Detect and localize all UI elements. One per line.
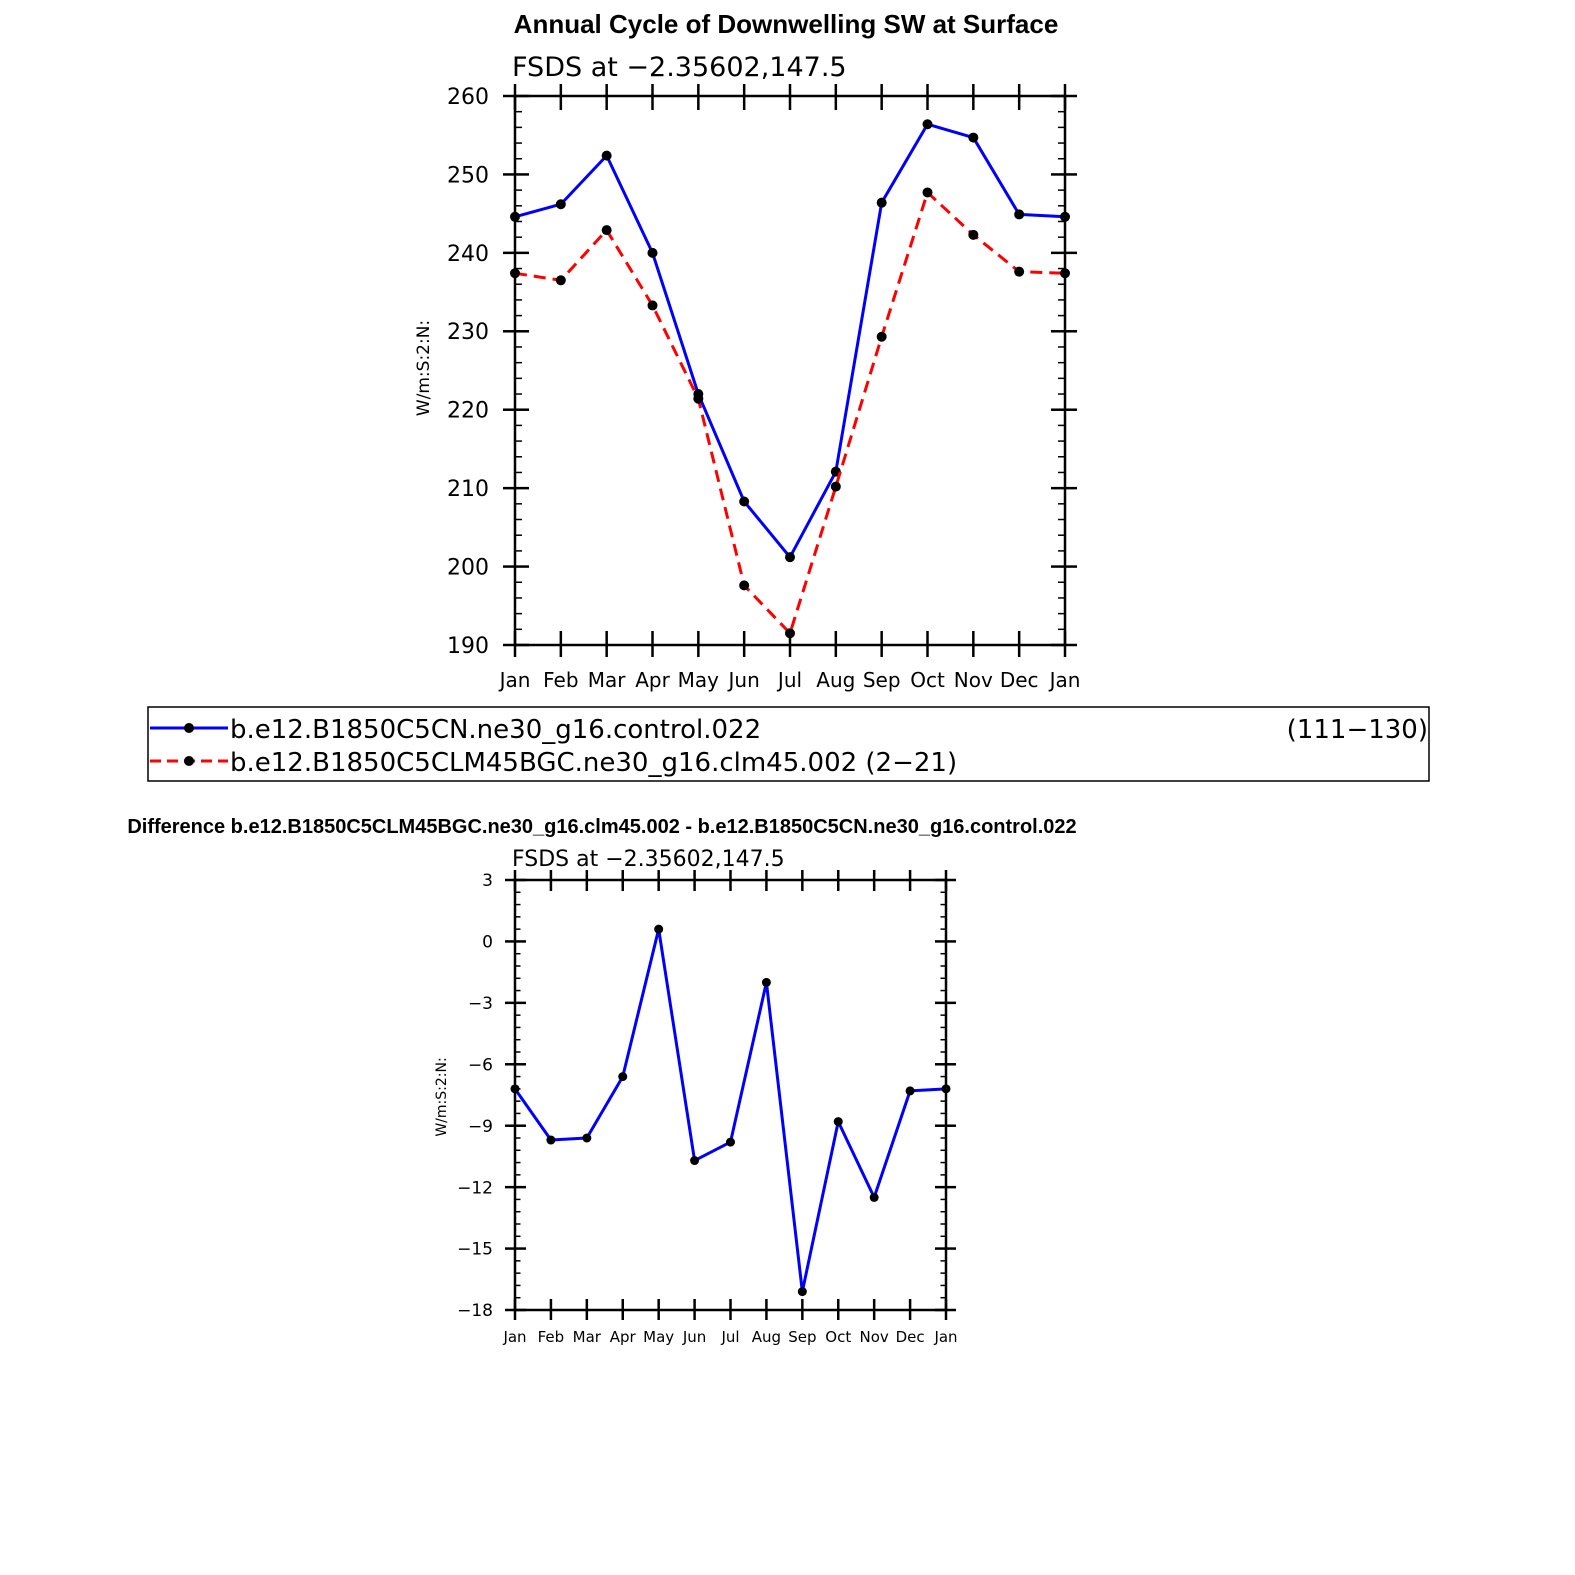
top-x-tick-label: Apr: [635, 668, 670, 692]
top-series-0-point: [785, 552, 795, 562]
top-series-1-point: [693, 394, 703, 404]
top-x-tick-label: Dec: [999, 668, 1039, 692]
top-x-tick-label: Feb: [543, 668, 579, 692]
top-y-tick-label: 260: [447, 84, 489, 110]
bottom-series-0-point: [870, 1193, 879, 1202]
top-x-tick-label: Aug: [816, 668, 856, 692]
top-series-0-point: [739, 496, 749, 506]
bottom-x-tick-label: Oct: [825, 1328, 852, 1346]
bottom-series-0-point: [582, 1134, 591, 1143]
bottom-series-0-point: [654, 925, 663, 934]
bottom-series-0-point: [762, 978, 771, 987]
top-series-1-point: [831, 482, 841, 492]
top-chart-subtitle: FSDS at −2.35602,147.5: [512, 52, 847, 83]
top-series-1-point: [968, 230, 978, 240]
top-x-tick-label: Jan: [1049, 668, 1081, 692]
top-x-tick-label: Mar: [587, 668, 626, 692]
bottom-x-tick-label: Jun: [682, 1328, 707, 1346]
bottom-series-0-point: [618, 1072, 627, 1081]
bottom-chart-title: Difference b.e12.B1850C5CLM45BGC.ne30_g16.clm45.002 - b.e12.B1850C5CN.ne30_g16.control.022: [127, 816, 1077, 838]
top-series-0-point: [602, 151, 612, 161]
top-series-1-point: [510, 268, 520, 278]
bottom-series-0-point: [942, 1084, 951, 1093]
top-y-tick-label: 200: [447, 555, 489, 581]
bottom-series-0-point: [690, 1156, 699, 1165]
top-y-tick-label: 220: [447, 398, 489, 424]
bottom-x-tick-label: Apr: [609, 1328, 636, 1346]
bottom-x-tick-label: Feb: [537, 1328, 565, 1346]
top-series-0-point: [510, 212, 520, 222]
bottom-y-tick-label: 3: [482, 871, 493, 892]
top-series-0-point: [1060, 212, 1070, 222]
bottom-x-tick-label: Jul: [721, 1328, 740, 1346]
legend-marker-control: [184, 723, 194, 733]
bottom-y-tick-label: −9: [467, 1116, 493, 1137]
bottom-y-tick-label: 0: [482, 932, 493, 953]
top-x-tick-label: Jan: [499, 668, 531, 692]
top-series-0-point: [556, 199, 566, 209]
bottom-series-0-point: [798, 1287, 807, 1296]
bottom-chart-series: [511, 925, 951, 1296]
bottom-y-tick-label: −18: [457, 1301, 493, 1322]
top-chart-ylabel: W/m:S:2:N:: [414, 319, 434, 417]
bottom-x-tick-label: Dec: [895, 1328, 925, 1346]
top-x-tick-label: Jun: [728, 668, 760, 692]
bottom-series-0-point: [834, 1117, 843, 1126]
legend-marker-clm45: [184, 756, 194, 766]
bottom-y-tick-label: −15: [457, 1239, 493, 1260]
legend-label-clm45: b.e12.B1850C5CLM45BGC.ne30_g16.clm45.002 (2−21): [230, 748, 958, 778]
bottom-chart-ylabel: W/m:S:2:N:: [434, 1057, 450, 1137]
top-x-tick-label: Jul: [777, 668, 803, 692]
top-series-1-point: [877, 332, 887, 342]
bottom-y-tick-label: −6: [467, 1055, 493, 1076]
top-series-0-point: [648, 248, 658, 258]
legend-period-control: (111−130): [1286, 715, 1428, 745]
bottom-x-tick-label: Mar: [572, 1328, 601, 1346]
top-series-0-point: [923, 119, 933, 129]
top-series-1-point: [739, 580, 749, 590]
top-series-1-point: [556, 275, 566, 285]
top-series-1-point: [1014, 267, 1024, 277]
bottom-x-tick-label: Aug: [751, 1328, 782, 1346]
top-x-tick-label: Sep: [862, 668, 901, 692]
bottom-x-tick-label: May: [643, 1328, 675, 1346]
top-series-1-point: [1060, 268, 1070, 278]
bottom-series-0-point: [511, 1084, 520, 1093]
bottom-series-line-0: [515, 929, 946, 1291]
bottom-y-tick-label: −3: [467, 993, 493, 1014]
bottom-y-tick-label: −12: [457, 1178, 493, 1199]
legend: [148, 707, 1429, 781]
bottom-x-tick-label: Jan: [934, 1328, 958, 1346]
top-series-0-point: [1014, 209, 1024, 219]
bottom-plot-frame: [515, 880, 946, 1310]
top-x-tick-label: May: [677, 668, 720, 692]
bottom-chart-subtitle: FSDS at −2.35602,147.5: [512, 847, 785, 872]
bottom-x-tick-label: Nov: [859, 1328, 889, 1346]
top-chart-axes: [447, 84, 1080, 692]
top-x-tick-label: Oct: [910, 668, 945, 692]
top-chart-title: Annual Cycle of Downwelling SW at Surface: [513, 9, 1059, 39]
top-y-tick-label: 190: [447, 633, 489, 659]
top-y-tick-label: 250: [447, 163, 489, 189]
top-series-line-1: [515, 192, 1065, 633]
annual-cycle-chart: [414, 9, 1080, 692]
bottom-series-0-point: [546, 1136, 555, 1145]
bottom-x-tick-label: Jan: [503, 1328, 527, 1346]
top-series-1-point: [923, 187, 933, 197]
top-series-line-0: [515, 124, 1065, 557]
top-series-1-point: [602, 225, 612, 235]
bottom-series-0-point: [906, 1086, 915, 1095]
top-series-1-point: [785, 628, 795, 638]
top-chart-series: [510, 119, 1070, 638]
top-plot-frame: [515, 96, 1065, 645]
top-y-tick-label: 210: [447, 477, 489, 503]
top-series-1-point: [648, 300, 658, 310]
bottom-x-tick-label: Sep: [788, 1328, 817, 1346]
legend-label-control: b.e12.B1850C5CN.ne30_g16.control.022: [230, 715, 762, 745]
top-series-0-point: [877, 198, 887, 208]
top-series-0-point: [968, 133, 978, 143]
bottom-chart-axes: [457, 870, 957, 1346]
top-y-tick-label: 240: [447, 241, 489, 267]
difference-chart: [127, 816, 1076, 1346]
top-y-tick-label: 230: [447, 320, 489, 346]
bottom-series-0-point: [726, 1138, 735, 1147]
top-x-tick-label: Nov: [953, 668, 993, 692]
